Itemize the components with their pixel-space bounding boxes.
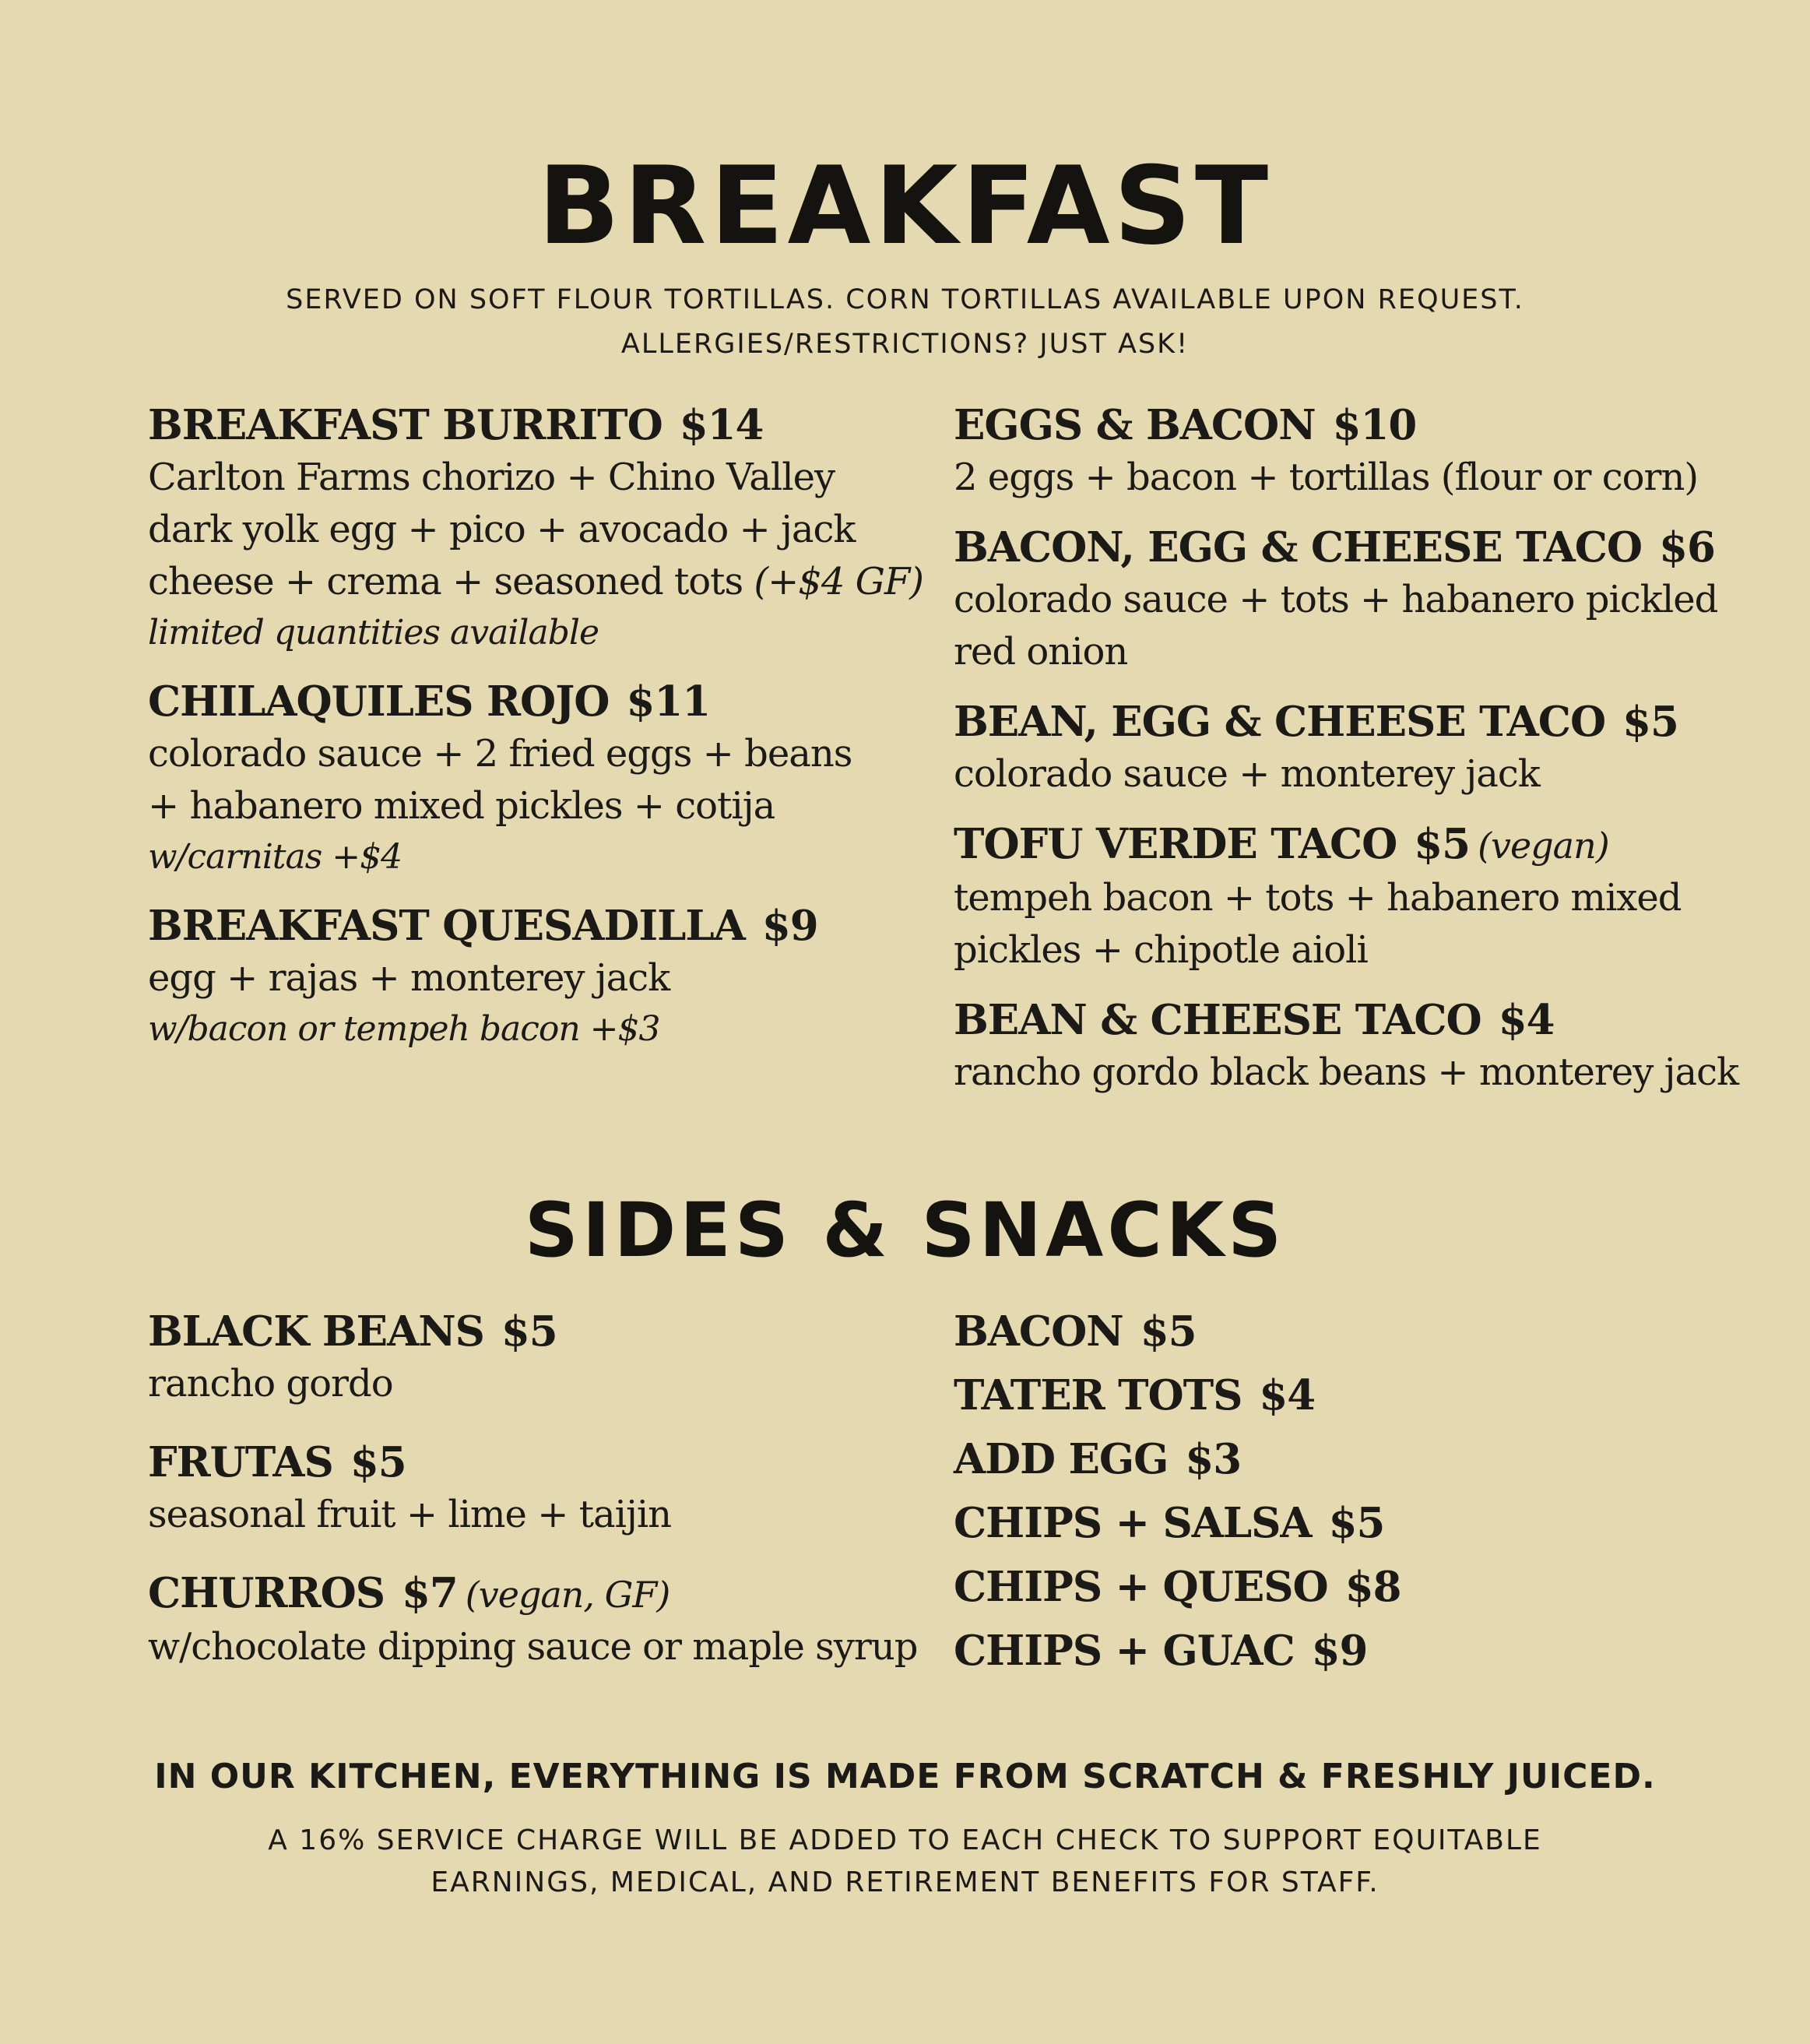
menu-item-breakfast-burrito	[148, 399, 926, 658]
menu-item-bacon	[954, 1305, 1732, 1358]
item-price: $4	[1498, 996, 1555, 1044]
item-description-line: rancho gordo black beans + monterey jack	[954, 1050, 1739, 1094]
item-name: BREAKFAST BURRITO	[148, 401, 662, 449]
item-title	[148, 1567, 926, 1621]
menu-item-bacon-egg-cheese-taco	[954, 521, 1779, 678]
item-description-line: Carlton Farms chorizo + Chino Valley	[148, 456, 835, 499]
menu-item-bean-egg-cheese-taco	[954, 695, 1779, 800]
item-description-line: red onion	[954, 630, 1128, 674]
item-name: CHURROS	[148, 1569, 385, 1617]
item-description-line: seasonal fruit + lime + taijin	[148, 1493, 672, 1536]
item-note: w/bacon or tempeh bacon +$3	[148, 1009, 660, 1049]
item-description-line: tempeh bacon + tots + habanero mixed	[954, 876, 1682, 920]
item-note: w/carnitas +$4	[148, 837, 402, 877]
item-name: CHIPS + QUESO	[954, 1563, 1328, 1611]
item-name: TATER TOTS	[954, 1371, 1242, 1420]
breakfast-notes	[0, 278, 1810, 367]
item-price: $6	[1659, 523, 1715, 572]
item-title	[954, 695, 1779, 748]
footer-note-line: EARNINGS, MEDICAL, AND RETIREMENT BENEFITS FOR STAFF.	[431, 1866, 1379, 1898]
item-description-line	[148, 556, 926, 608]
item-note: limited quantities available	[148, 613, 599, 653]
menu-item-churros	[148, 1567, 926, 1673]
item-dietary-tag: (vegan, GF)	[465, 1574, 670, 1616]
item-name: BEAN & CHEESE TACO	[954, 996, 1481, 1044]
breakfast-note-line: ALLERGIES/RESTRICTIONS? JUST ASK!	[620, 329, 1190, 360]
item-name: CHILAQUILES ROJO	[148, 677, 610, 726]
item-name: ADD EGG	[954, 1435, 1169, 1483]
item-description-line: 2 eggs + bacon + tortillas (flour or corn)	[954, 456, 1699, 499]
item-description-line: rancho gordo	[148, 1362, 393, 1405]
item-name: BREAKFAST QUESADILLA	[148, 902, 745, 950]
breakfast-left-column	[148, 399, 926, 1071]
item-title	[148, 1436, 926, 1489]
menu-item-breakfast-quesadilla	[148, 899, 926, 1054]
item-description-line: colorado sauce + tots + habanero pickled	[954, 578, 1718, 621]
item-dietary-tag: (vegan)	[1478, 825, 1609, 867]
item-name: BACON	[954, 1307, 1123, 1356]
item-description-text: cheese + crema + seasoned tots	[148, 560, 743, 603]
menu-item-eggs-bacon	[954, 399, 1779, 504]
item-price: $4	[1259, 1371, 1316, 1420]
menu-item-bean-cheese-taco	[954, 994, 1779, 1099]
item-title	[148, 399, 926, 452]
item-title	[954, 399, 1779, 452]
menu-item-black-beans	[148, 1305, 926, 1410]
item-price: $9	[1311, 1627, 1368, 1675]
item-price: $5	[501, 1307, 557, 1356]
item-name: TOFU VERDE TACO	[954, 820, 1397, 868]
item-price: $5	[350, 1438, 406, 1486]
item-name: EGGS & BACON	[954, 401, 1316, 449]
item-description-line: egg + rajas + monterey jack	[148, 956, 670, 1000]
breakfast-right-column	[954, 399, 1779, 1116]
item-price: $8	[1344, 1563, 1401, 1611]
item-name: BACON, EGG & CHEESE TACO	[954, 523, 1643, 572]
item-price: $5	[1328, 1499, 1385, 1547]
item-title	[148, 1305, 926, 1358]
item-price: $5	[1622, 698, 1678, 746]
item-title	[148, 675, 926, 728]
item-title	[954, 1624, 1732, 1677]
item-description-line: + habanero mixed pickles + cotija	[148, 784, 775, 828]
item-price: $14	[679, 401, 764, 449]
sides-left-column	[148, 1305, 926, 1699]
item-price: $11	[626, 677, 711, 726]
item-name: BLACK BEANS	[148, 1307, 484, 1356]
item-title	[954, 1497, 1732, 1550]
breakfast-note-line: SERVED ON SOFT FLOUR TORTILLAS. CORN TORTILLAS AVAILABLE UPON REQUEST.	[286, 284, 1524, 315]
item-price: $7	[402, 1569, 458, 1617]
item-title	[954, 1433, 1732, 1486]
footer-tagline: IN OUR KITCHEN, EVERYTHING IS MADE FROM SCRATCH & FRESHLY JUICED.	[154, 1757, 1656, 1796]
item-name: FRUTAS	[148, 1438, 333, 1486]
sides-title: SIDES & SNACKS	[524, 1187, 1286, 1274]
item-price: $5	[1140, 1307, 1197, 1356]
item-title	[954, 521, 1779, 574]
item-title	[148, 899, 926, 952]
item-dietary-tag: (+$4 GF)	[754, 560, 924, 603]
item-title	[954, 818, 1779, 872]
menu-item-chips-queso	[954, 1560, 1732, 1613]
item-price: $3	[1185, 1435, 1242, 1483]
item-description-line: colorado sauce + monterey jack	[954, 752, 1540, 796]
item-price: $5	[1414, 820, 1471, 868]
item-price: $9	[761, 902, 818, 950]
menu-item-add-egg	[954, 1433, 1732, 1486]
item-title	[954, 1305, 1732, 1358]
breakfast-title: BREAKFAST	[537, 143, 1273, 269]
item-description-line: pickles + chipotle aioli	[954, 928, 1368, 972]
item-description-line: w/chocolate dipping sauce or maple syrup	[148, 1625, 918, 1669]
footer-notes	[0, 1820, 1810, 1904]
sides-right-column	[954, 1305, 1732, 1688]
item-description-line: colorado sauce + 2 fried eggs + beans	[148, 732, 852, 776]
footer-note-line: A 16% SERVICE CHARGE WILL BE ADDED TO EACH CHECK TO SUPPORT EQUITABLE	[268, 1824, 1542, 1856]
item-title	[954, 994, 1779, 1047]
menu-item-tofu-verde-taco	[954, 818, 1779, 976]
menu-item-frutas	[148, 1436, 926, 1541]
item-title	[954, 1369, 1732, 1422]
menu-item-chilaquiles-rojo	[148, 675, 926, 882]
menu-item-chips-guac	[954, 1624, 1732, 1677]
item-title	[954, 1560, 1732, 1613]
menu-item-chips-salsa	[954, 1497, 1732, 1550]
item-name: BEAN, EGG & CHEESE TACO	[954, 698, 1606, 746]
item-name: CHIPS + GUAC	[954, 1627, 1295, 1675]
item-description-line: dark yolk egg + pico + avocado + jack	[148, 508, 856, 551]
item-name: CHIPS + SALSA	[954, 1499, 1312, 1547]
item-price: $10	[1332, 401, 1417, 449]
menu-item-tater-tots	[954, 1369, 1732, 1422]
